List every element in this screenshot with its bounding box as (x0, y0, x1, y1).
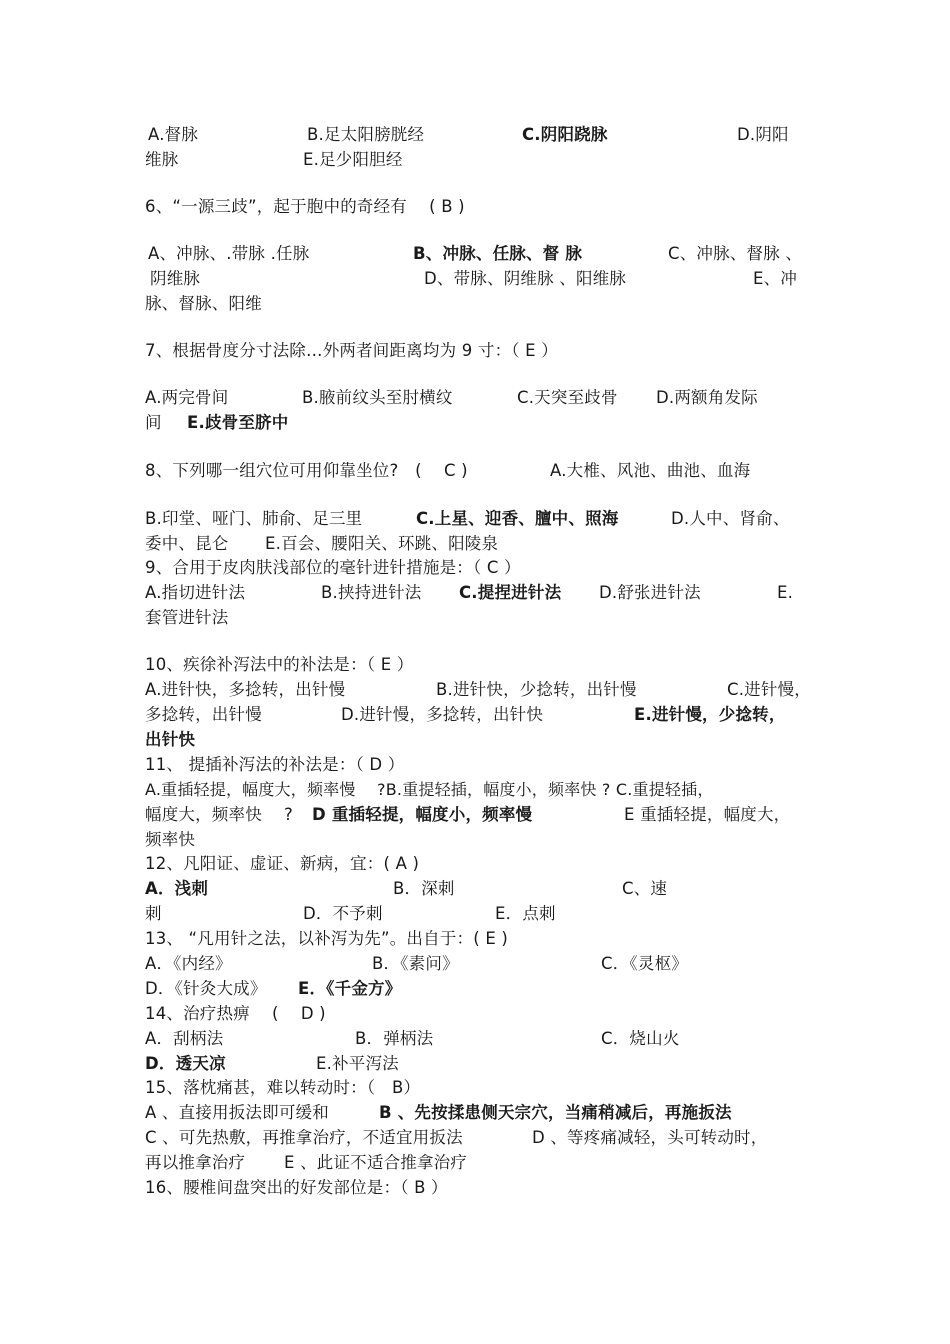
q12-option-e: E．点刺 (495, 904, 556, 923)
q12-stem: 12、凡阳证、虚证、新病，宜：( A ) (145, 854, 420, 873)
q5-option-e: E.足少阳胆经 (303, 150, 403, 169)
q15-option-e: E 、此证不适合推拿治疗 (284, 1153, 468, 1172)
q15-option-d-part1: D 、等疼痛减轻，头可转动时， (532, 1128, 768, 1147)
q5-option-c: C.阴阳跷脉 (522, 125, 608, 144)
q10-stem: 10、疾徐补泻法中的补法是：（ E ） (145, 655, 414, 674)
q11-stem: 11、 提插补泻法的补法是：（ D ） (145, 755, 405, 774)
q7-option-d-part2: 间 (145, 413, 162, 432)
q9-option-b: B.挟持进针法 (321, 583, 422, 602)
q8-option-d-part1: D.人中、肾俞、 (671, 509, 790, 528)
q9-option-a: A.指切进针法 (145, 583, 246, 602)
q16-stem: 16、腰椎间盘突出的好发部位是：（ B ） (145, 1178, 448, 1197)
q7-option-b: B.腋前纹头至肘横纹 (302, 388, 453, 407)
q15-option-b: B 、先按揉患侧天宗穴，当痛稍减后，再施扳法 (379, 1103, 732, 1122)
q12-option-a: A．浅刺 (145, 879, 209, 898)
q13-option-e: E．《千金方》 (298, 979, 402, 998)
q13-option-c: C．《灵枢》 (601, 954, 688, 973)
q6-option-b: B、冲脉、任脉、督 脉 (413, 244, 583, 263)
q12-option-d: D．不予刺 (303, 904, 383, 923)
q12-option-c-part1: C、速 (622, 879, 668, 898)
q10-option-e-part1: E.进针慢，少捻转， (634, 705, 786, 724)
q10-option-c-part1: C.进针慢， (727, 680, 811, 699)
q14-option-d: D．透天凉 (145, 1054, 226, 1073)
q11-options-line1: A.重插轻提，幅度大，频率慢 ?B.重提轻插，幅度小，频率快 ? C.重提轻插， (145, 780, 714, 799)
q9-option-e-part2: 套管进针法 (145, 608, 229, 627)
q11-option-e-part2: 频率快 (145, 830, 196, 849)
q9-option-c: C.提捏进针法 (459, 583, 562, 602)
q6-stem: 6、“一源三歧”，起于胞中的奇经有 ( B ) (145, 197, 465, 216)
q6-option-c-part1: C、冲脉、督脉 、 (668, 244, 803, 263)
q13-stem: 13、 “凡用针之法，以补泻为先”。出自于：( E ) (145, 929, 509, 948)
q14-option-c: C．烧山火 (601, 1029, 680, 1048)
q8-option-c: C.上星、迎香、膻中、照海 (416, 509, 619, 528)
q5-option-d-part2: 维脉 (145, 150, 179, 169)
q14-stem: 14、治疗热痹 ( D ) (145, 1004, 326, 1023)
q9-option-e-part1: E. (777, 583, 794, 602)
q12-option-c-part2: 刺 (145, 904, 162, 923)
q11-options-line2-prefix: 幅度大，频率快 ? (145, 805, 294, 824)
q15-option-d-part2: 再以推拿治疗 (145, 1153, 246, 1172)
q15-option-a: A 、直接用扳法即可缓和 (145, 1103, 329, 1122)
q8-option-e: E.百会、腰阳关、环跳、阳陵泉 (265, 534, 499, 553)
q14-option-b: B．弹柄法 (355, 1029, 434, 1048)
q10-option-c-part2: 多捻转，出针慢 (145, 705, 262, 724)
q10-option-a: A.进针快，多捻转，出针慢 (145, 680, 346, 699)
q8-option-b: B.印堂、哑门、肺俞、足三里 (145, 509, 363, 528)
q6-option-c-part2: 阴维脉 (150, 269, 201, 288)
q7-stem: 7、根据骨度分寸法除…外两者间距离均为 9 寸：（ E ） (145, 341, 558, 360)
q7-option-a: A.两完骨间 (145, 388, 229, 407)
q10-option-b: B.进针快，少捻转，出针慢 (436, 680, 637, 699)
q10-option-e-part2: 出针快 (145, 730, 196, 749)
q7-option-c: C.天突至歧骨 (517, 388, 618, 407)
q13-option-b: B．《素问》 (372, 954, 459, 973)
q9-option-d: D.舒张进针法 (599, 583, 701, 602)
q5-option-d-part1: D.阴阳 (737, 125, 789, 144)
q8-stem: 8、下列哪一组穴位可用仰靠坐位? ( C ) (145, 461, 468, 480)
q8-option-d-part2: 委中、昆仑 (145, 534, 229, 553)
q14-option-a: A．刮柄法 (145, 1029, 224, 1048)
q11-option-e-part1: E 重插轻提，幅度大， (624, 805, 791, 824)
q10-option-d: D.进针慢，多捻转，出针快 (341, 705, 544, 724)
q6-option-e-part1: E、冲 (753, 269, 798, 288)
q6-option-d: D、带脉、阴维脉 、阳维脉 (424, 269, 627, 288)
q7-option-d-part1: D.两额角发际 (656, 388, 758, 407)
q6-option-e-part2: 脉、督脉、阳维 (145, 294, 262, 313)
q5-option-a: A.督脉 (148, 125, 199, 144)
q7-option-e: E.歧骨至脐中 (187, 413, 289, 432)
q11-option-d: D 重插轻提，幅度小，频率慢 (312, 805, 533, 824)
q9-stem: 9、合用于皮肉肤浅部位的毫针进针措施是：（ C ） (145, 558, 521, 577)
q13-option-d: D．《针灸大成》 (145, 979, 267, 998)
q13-option-a: A．《内经》 (145, 954, 232, 973)
q12-option-b: B．深刺 (393, 879, 455, 898)
q8-option-a: A.大椎、风池、曲池、血海 (550, 461, 751, 480)
q14-option-e: E.补平泻法 (316, 1054, 399, 1073)
q15-option-c: C 、可先热敷，再推拿治疗，不适宜用扳法 (145, 1128, 463, 1147)
q6-option-a: A、冲脉、.带脉 .任脉 (148, 244, 310, 263)
q5-option-b: B.足太阳膀胱经 (307, 125, 425, 144)
q15-stem: 15、落枕痛甚，难以转动时：（ B） (145, 1078, 421, 1097)
